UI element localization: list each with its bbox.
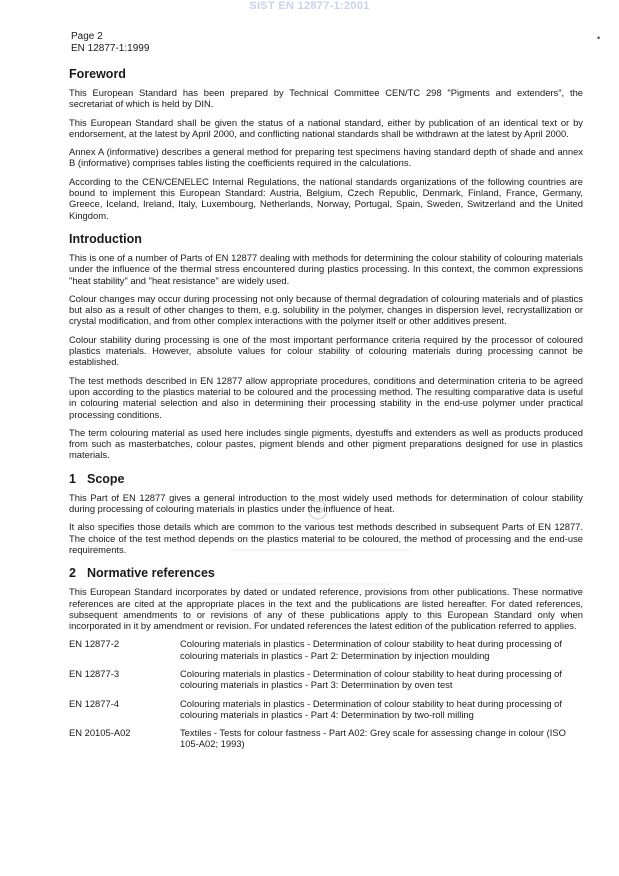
corner-mark: • — [597, 33, 601, 43]
page-number: Page 2 — [71, 31, 103, 42]
reference-title: Colouring materials in plastics - Determination of colour stability to heat during processing of colouring materials in plastics - Part 3: Determination by oven test — [180, 667, 562, 691]
page-header — [71, 31, 149, 55]
scope-section — [69, 472, 583, 555]
section-number: 2 — [69, 566, 76, 581]
reference-item — [69, 698, 583, 721]
reference-item — [69, 638, 583, 661]
section-heading: Foreword — [69, 67, 126, 81]
section-heading — [69, 566, 583, 580]
paragraph: According to the CEN/CENELEC Internal Regulations, the national standards organizations of the following countries are bound to implement this European Standard: Austria, Belgium, Czech Republic, Denmark, Finland, France, Germany, Greece, Iceland, Ireland, Italy, Luxembourg, Netherlands, Norway, Portugal, Spain, Sweden, Switzerland and the United Kingdom. — [69, 175, 583, 221]
reference-code: EN 12877-4 — [69, 697, 120, 709]
document-watermark: SIST EN 12877-1:2001 — [249, 0, 370, 12]
document-id: EN 12877-1:1999 — [71, 43, 150, 54]
reference-code: EN 20105-A02 — [69, 727, 131, 739]
section-title: Scope — [87, 471, 125, 486]
section-number: 1 — [69, 471, 76, 486]
paragraph: This European Standard has been prepared by Technical Committee CEN/TC 298 "Pigments and extenders", the secretariat of which is held by DIN. — [69, 87, 583, 110]
paragraph: The test methods described in EN 12877 allow appropriate procedures, conditions and determination criteria to be agreed upon according to the plastics material to be coloured and the processing method. The resulting comparative data is useful in colouring material selection and also in determining their processing stability in the end-use polymer under practical processing conditions. — [69, 374, 583, 420]
normative-references-section — [69, 566, 583, 750]
paragraph: This European Standard incorporates by dated or undated reference, provisions from other publications. These normative references are cited at the appropriate places in the text and the publications are listed hereafter. For dated references, subsequent amendments to or revisions of any of these publications apply to this European Standard only when incorporated in it by amendment or revision. For undated references the latest edition of the publication referred to applies. — [69, 586, 583, 632]
reference-item — [69, 668, 583, 691]
reference-code: EN 12877-2 — [69, 638, 120, 650]
document-body — [69, 67, 583, 757]
section-heading: Introduction — [69, 231, 142, 246]
reference-title: Textiles - Tests for colour fastness - Part A02: Grey scale for assessing change in colour (ISO 105-A02; 1993) — [180, 727, 566, 750]
paragraph: This is one of a number of Parts of EN 12877 dealing with methods for determining the colour stability of colouring materials under the influence of the thermal stress encountered during plastics processing. In this context, the common expressions "heat stability" and "heat resistance" are widely used. — [69, 251, 583, 286]
paragraph: Annex A (informative) describes a general method for preparing test specimens having standard depth of shade and annex B (informative) comprises tables listing the coefficients required in the calculations. — [69, 146, 583, 169]
paragraph: It also specifies those details which are common to the various test methods described in subsequent Parts of EN 12877. The choice of the test method depends on the plastics material to be coloured, the method of processing and the end-use requirements. — [69, 521, 583, 555]
reference-list — [69, 638, 583, 749]
paragraph: This European Standard shall be given the status of a national standard, either by publication of an identical text or by endorsement, at the latest by April 2000, and conflicting national standards shall be withdrawn at the latest by April 2000. — [69, 116, 583, 139]
reference-item — [69, 727, 583, 750]
paragraph: This Part of EN 12877 gives a general introduction to the most widely used methods for determination of colour stability during processing of colouring materials in plastics under the influence of heat. — [69, 491, 583, 515]
paragraph: Colour stability during processing is one of the most important performance criteria required by the processor of coloured plastics materials. However, absolute values for colour stability of colouring materials during processing cannot be established. — [69, 333, 583, 368]
section-heading — [69, 472, 583, 486]
foreword-section — [69, 67, 583, 221]
introduction-section — [69, 232, 583, 461]
section-title: Normative references — [87, 566, 215, 581]
reference-code: EN 12877-3 — [69, 667, 120, 679]
reference-title: Colouring materials in plastics - Determination of colour stability to heat during processing of colouring materials in plastics - Part 2: Determination by injection moulding — [180, 638, 562, 661]
paragraph: The term colouring material as used here includes single pigments, dyestuffs and extenders as well as products produced from such as masterbatches, colour pastes, pigment blends and other pigment preparations designed for use in plastics materials. — [69, 426, 583, 461]
paragraph: Colour changes may occur during processing not only because of thermal degradation of colouring materials and of plastics but also as a result of other changes to them, e.g. solubility in the polymer, changes in dispersion level, recrystallization or crystal modification, and from other complex interactions with the polymer itself or other additives present. — [69, 292, 583, 327]
reference-title: Colouring materials in plastics - Determination of colour stability to heat during processing of colouring materials in plastics - Part 4: Determination by two-roll milling — [180, 697, 562, 720]
